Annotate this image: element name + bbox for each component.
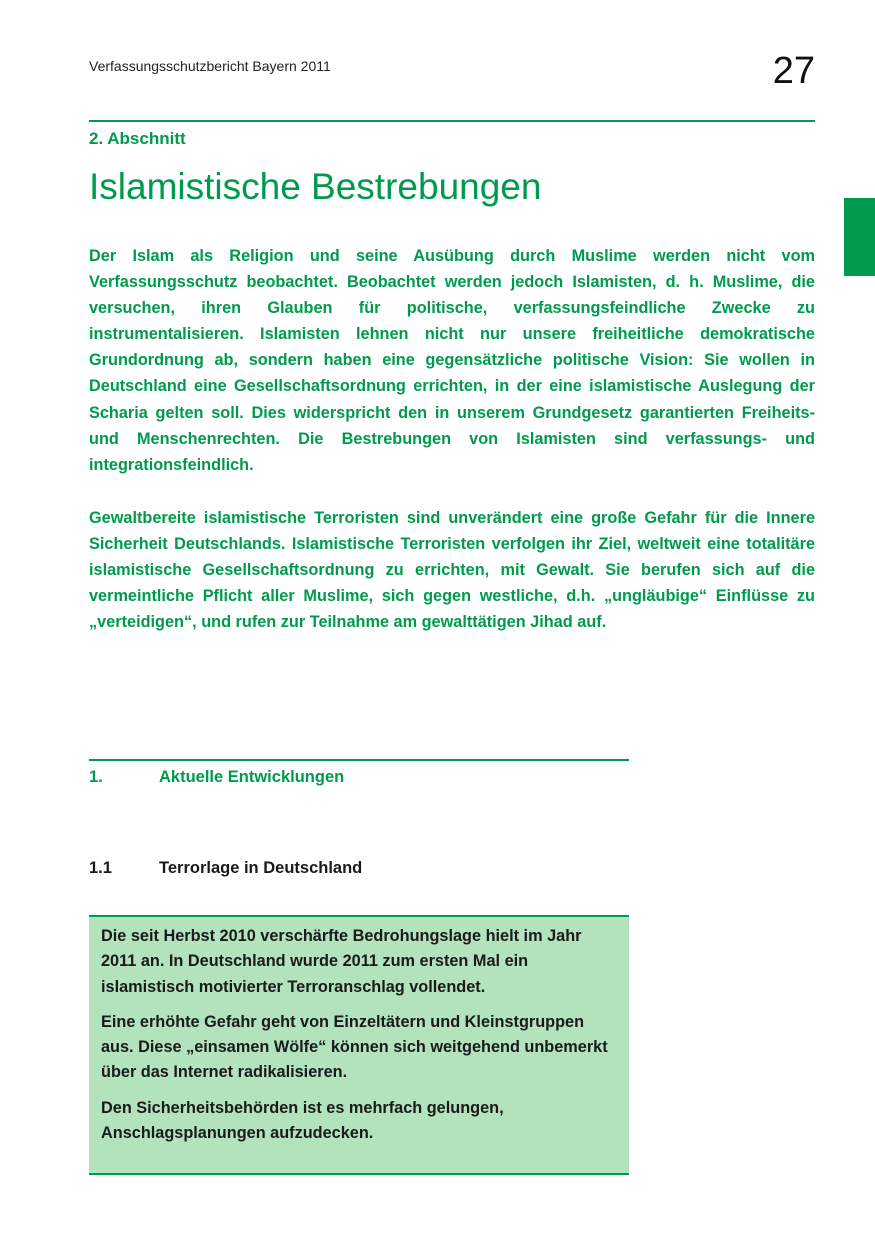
- running-header: Verfassungsschutzbericht Bayern 2011: [89, 58, 331, 74]
- page-number: 27: [772, 50, 815, 92]
- section-label: 2. Abschnitt: [89, 129, 186, 148]
- heading-text: Aktuelle Entwicklungen: [159, 768, 345, 786]
- heading-number: 1.: [89, 768, 103, 786]
- chapter-title: Islamistische Bestrebungen: [89, 166, 542, 207]
- subheading-number: 1.1: [89, 859, 112, 877]
- summary-box: [89, 915, 629, 1175]
- intro-paragraph: Der Islam als Religion und seine Ausübung durch Muslime werden nicht vom Verfassungsschutz beobachtet. Beobachtet werden jedoch Islamisten, d. h. Muslime, die versuchen, ihren Glauben für politische, verfassungsfeindliche Zwecke zu instrumentalisieren. Islamisten lehnen nicht nur unsere freiheitliche demokratische Grundordnung ab, sondern haben eine gegensätzliche politische Vision: Sie wollen in Deutschland eine Gesellschaftsordnung errichten, in der eine islamistische Auslegung der Scharia gelten soll. Dies widerspricht den in unserem Grundgesetz garantierten Freiheits- und Menschenrechten. Die Bestrebungen von Islamisten sind verfassungs- und integrationsfeindlich.: [89, 247, 815, 474]
- summary-point: Die seit Herbst 2010 verschärfte Bedrohungslage hielt im Jahr 2011 an. In Deutschland wurde 2011 zum ersten Mal ein islamistisch motivierter Terroranschlag vollendet.: [101, 927, 582, 996]
- summary-point: Eine erhöhte Gefahr geht von Einzeltätern und Kleinstgruppen aus. Diese „einsamen Wölfe“ können sich weitgehend unbemerkt über das Internet radikalisieren.: [101, 1012, 608, 1082]
- chapter-tab-marker: [844, 198, 875, 276]
- header-divider: [89, 120, 815, 122]
- subheading-text: Terrorlage in Deutschland: [159, 859, 363, 877]
- heading-divider: [89, 759, 629, 761]
- intro-paragraph: Gewaltbereite islamistische Terroristen sind unverändert eine große Gefahr für die Innere Sicherheit Deutschlands. Islamistische Terroristen verfolgen ihr Ziel, weltweit eine totalitäre islamistische Gesellschaftsordnung zu errichten, mit Gewalt. Sie berufen sich auf die vermeintliche Pflicht aller Muslime, sich gegen westliche, d.h. „ungläubige“ Einflüsse zu „verteidigen“, und rufen zur Teilnahme am gewalttätigen Jihad auf.: [89, 509, 815, 632]
- summary-point: Den Sicherheitsbehörden ist es mehrfach gelungen, Anschlagsplanungen aufzudecken.: [101, 1098, 504, 1143]
